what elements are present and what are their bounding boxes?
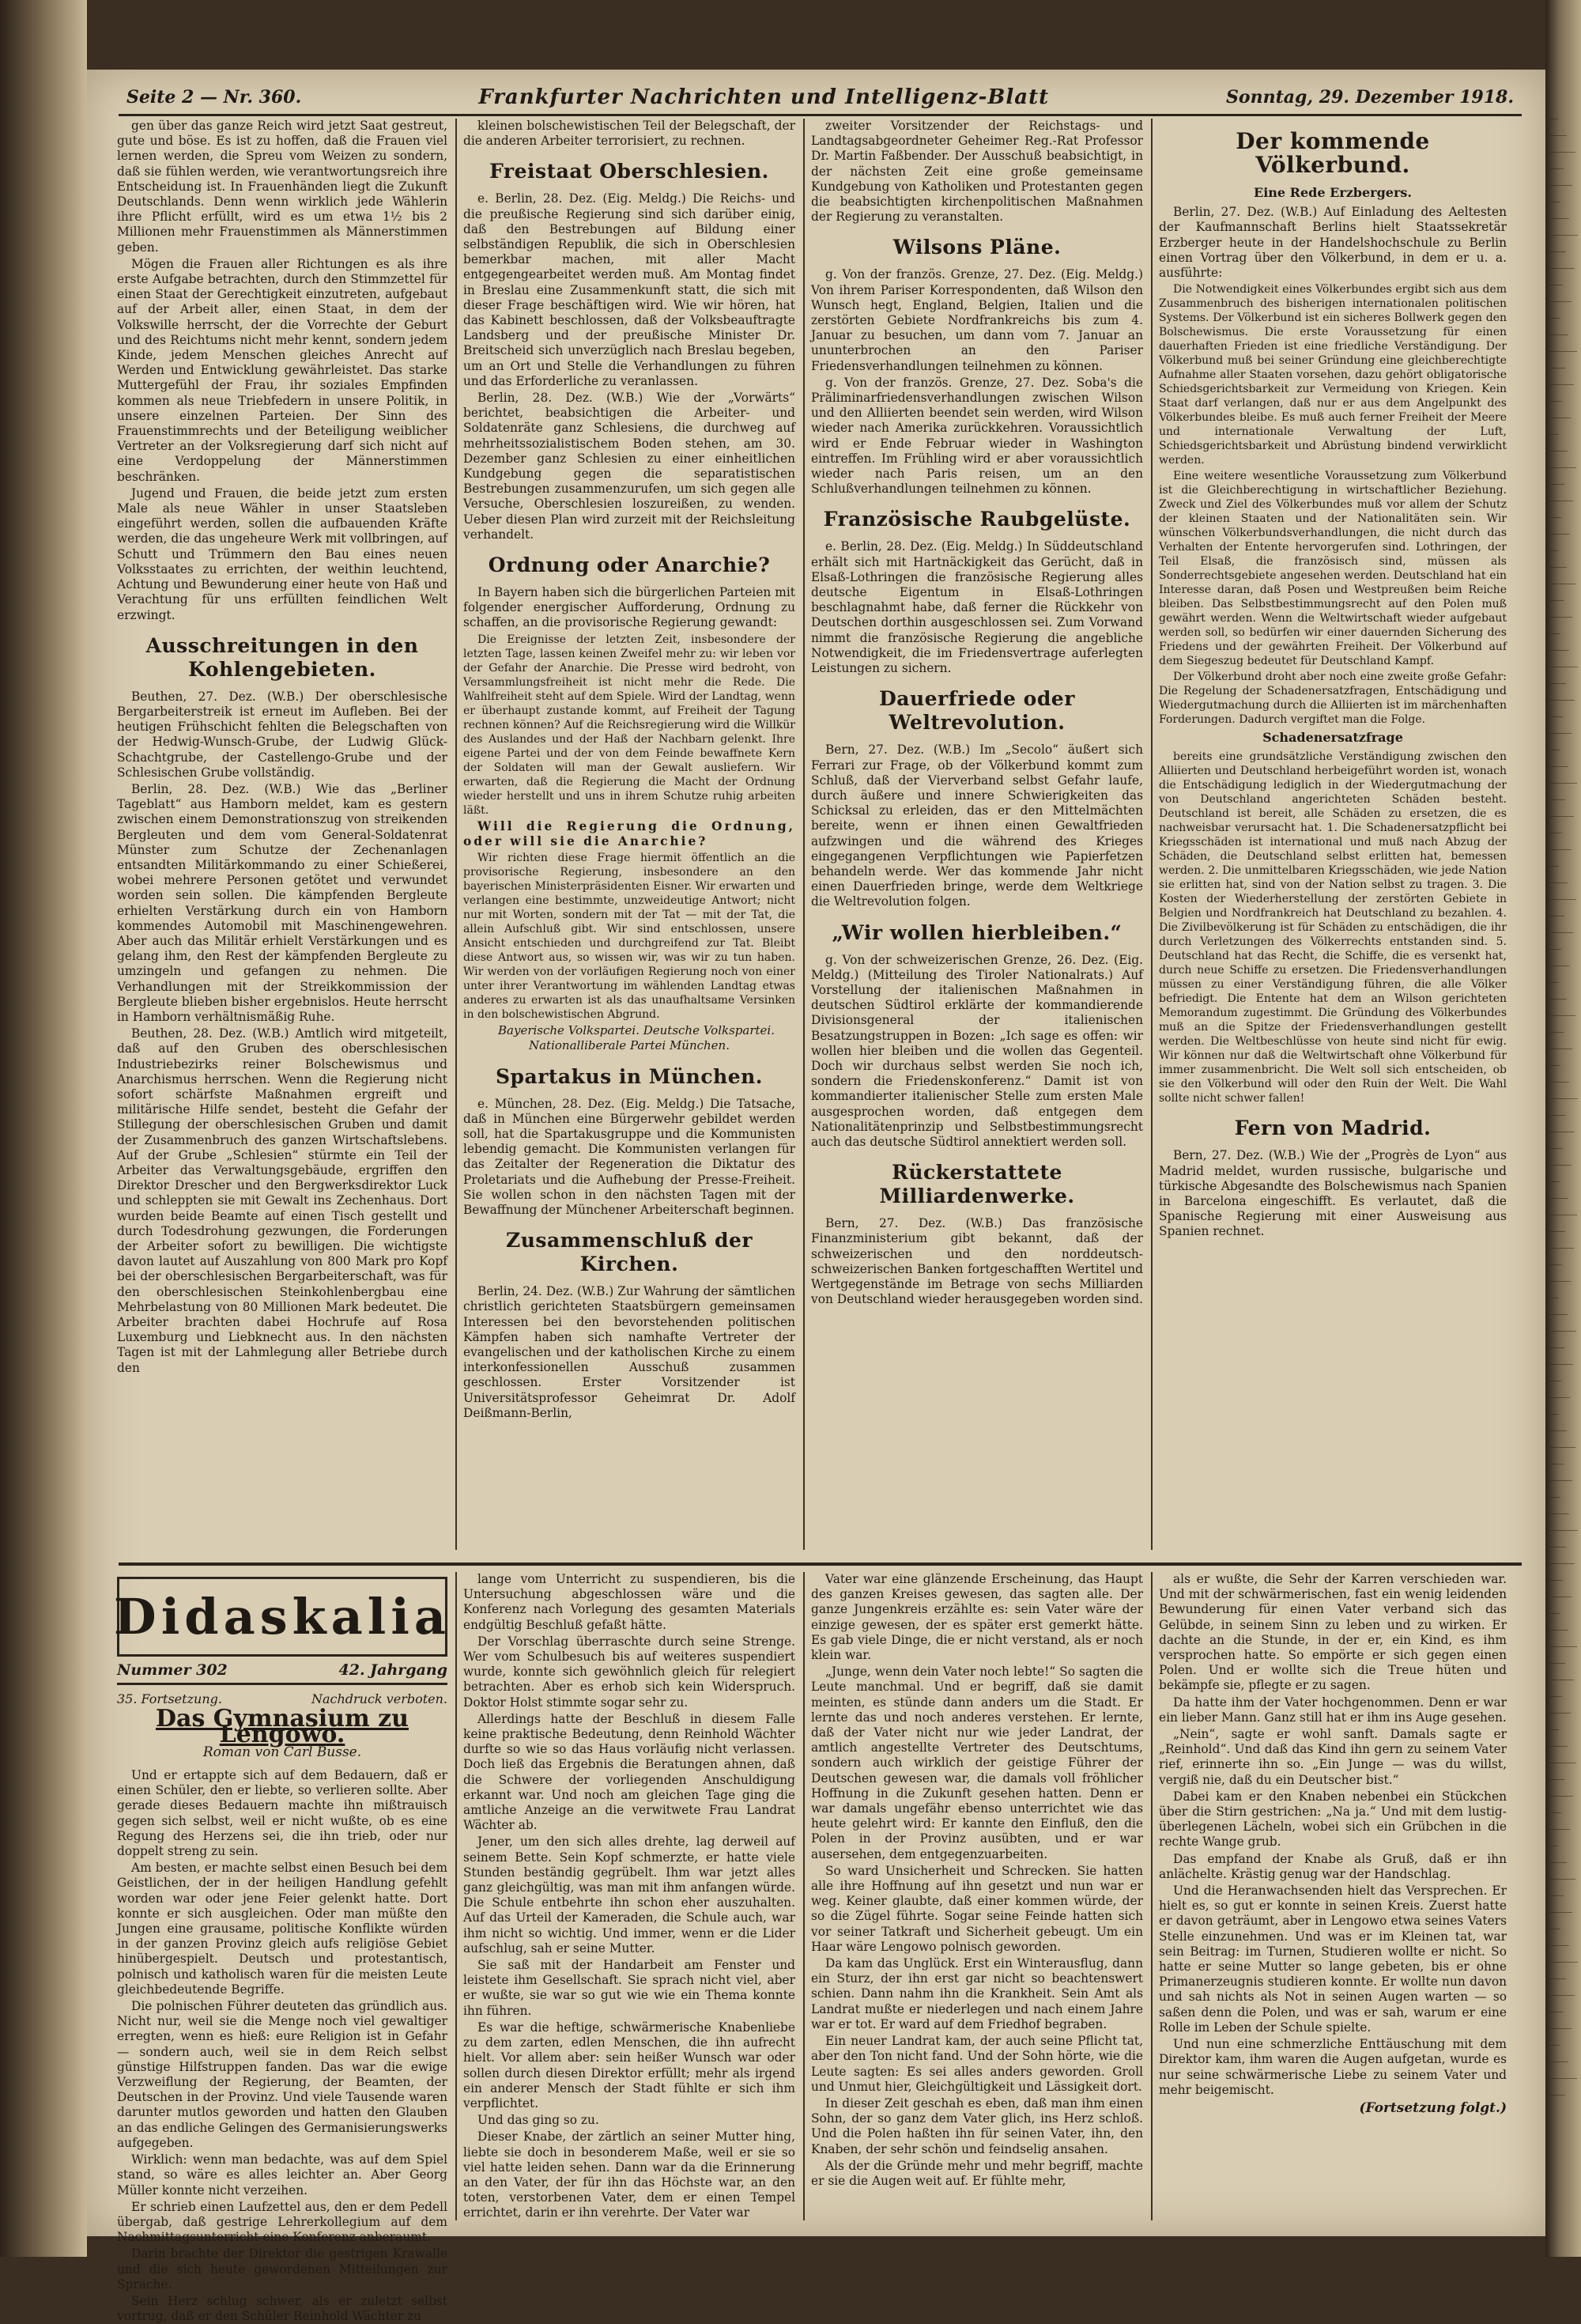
edge-text-fragment [1550,1364,1573,1365]
volume-year: 42. Jahrgang [338,1661,447,1679]
article-title: Fern von Madrid. [1234,1117,1432,1140]
edge-text-fragment [1550,1796,1573,1797]
edge-text-fragment [1550,1065,1560,1066]
edge-text-fragment [1550,783,1577,784]
paragraph: e. Berlin, 28. Dez. (Eig. Meldg.) In Süddeutschland erhält sich mit Hartnäckigkeit das Gerücht, daß in Elsaß-Lothringen die französische Regierung alles deutsche Eigentum in Elsaß-Lothringen beschlagnahmt habe, daß ferner die Rückkehr von Deutschen dorthin ausgeschlossen sei. Zum Vorwand nimmt die französische Regierung die angebliche Notwendigkeit, die im Friedensvertrage auferlegten Leistungen zu sichern. [811,539,1143,676]
edge-text-fragment [1550,1414,1558,1415]
edge-text-fragment [1550,766,1568,767]
column-4 [1159,119,1507,1558]
edge-text-fragment [1550,1198,1568,1199]
novel-author: Roman von Carl Busse. [202,1744,362,1760]
edge-text-fragment [1550,1879,1575,1880]
edge-text-fragment [1550,1912,1572,1913]
edge-text-fragment [1550,1281,1571,1282]
edge-text-fragment [1550,932,1573,933]
edge-text-fragment [1550,235,1578,236]
paragraph: Die polnischen Führer deuteten das gründlich aus. Nicht nur, weil sie die Menge noch viel gewaltiger erregten, wenn es hieß: eure Religion ist in Gefahr — sondern auch, weil sie in dem Reich selbst günstige Hilfstruppen fanden. Das war die ewige Verzweiflung der Regierung, der Beamten, der Deutschen in der Provinz. Und viele Tausende waren darunter mutlos geworden und hatten den Glauben an das endliche Gelingen des Germanisierungswerks aufgegeben. [117,1999,447,2150]
header-rule [119,114,1522,116]
paragraph: Wir richten diese Frage hiermit öffentlich an die provisorische Regierung, insbesondere an den bayerischen Ministerpräsidenten Eisner. Wir erwarten und verlangen eine bestimmte, unzweideutige Antwort; nicht nur mit Worten, sondern mit der Tat — mit der Tat, die allein Aufschluß gibt. Wir sind entschlossen, unsere Ansicht entschieden und durchgreifend zur Tat. Bleibt diese Antwort aus, so wissen wir, was wir zu tun haben. Wir werden von der vorläufigen Regierung noch von einer unter ihrer Verantwortung im wählenden Landtag etwas anderes zu erwarten ist als das unaufhaltsame Versinken in den bolschewistischen Abgrund. [463,852,795,1022]
edge-text-fragment [1550,2061,1568,2062]
article-title: Ordnung oder Anarchie? [488,554,771,577]
article-title: Ausschreitungen in den Kohlengebieten. [145,633,419,681]
edge-text-fragment [1550,1945,1569,1946]
edge-text-fragment [1550,700,1575,701]
article-title: Der kommende Völkerbund. [1236,128,1430,178]
paragraph: „Junge, wenn dein Vater noch lebte!“ So sagten die Leute manchmal. Und er begriff, daß sie damit meinten, es stünde dann anders um die Stadt. Er lernte das und noch anderes verstehen. Er lernte, daß der Vater nicht nur wie jeder Landrat, der amtlich angestellte Vertreter des Deutschtums, sondern auch wirklich der geistige Führer der Deutschen gewesen war, die damals voll fröhlicher Hoffnung in die Zukunft gesehen hatten. Denn er war damals ungefähr ebenso unterrichtet wie das heute gelehrt wird: Er kannte den Einfluß, den die Polen in der Provinz ausübten, und er war ausersehen, dem entgegenzuarbeiten. [811,1665,1143,1861]
edge-text-fragment [1550,1646,1577,1647]
paragraph: g. Von der schweizerischen Grenze, 26. Dez. (Eig. Meldg.) (Mitteilung des Tiroler Nationalrats.) Auf Vorstellung der italienischen Maßnahmen in deutschen Südtirol erklärte der kommandierende Divisionsgeneral der italienischen Besatzungstruppen in Bozen: „Ich sage es offen: wir wollen hier bleiben und die wollen das Gegenteil. Doch wir durchaus selbst werden Sie noch ich, sondern die Friedenskonferenz.“ Damit ist von kommandierter italienischer Stelle zum ersten Male ausgesprochen worden, daß entgegen dem Nationalitätenprinzip und Selbstbestimmungsrecht auch das deutsche Südtirol annektiert werden soll. [811,952,1143,1149]
edge-text-fragment [1550,185,1572,186]
paragraph: Bern, 27. Dez. (W.B.) Das französische Finanzministerium gibt bekannt, daß der schweizerischen und den norddeutsch-schweizerischen Banken fortgeschafften Wertitel und Wertgegenstände im Betrage von sechs Milliarden von Deutschland wieder herausgegeben worden sind. [811,1216,1143,1307]
paragraph: Jener, um den sich alles drehte, lag derweil auf seinem Bette. Sein Kopf schmerzte, er hatte viele Stunden beständig gegrübelt. Ihm war jetzt alles ganz gleichgültig, was man mit ihm anfangen würde. Die Schule entbehrte ihn schon eher auszuhalten. Auf das Urteil der Kameraden, die Schule auch, war ihm nicht so wichtig. Und immer, wenn er die Lider aufschlug, sah er seine Mutter. [463,1835,795,1956]
article-title: Französische Raubgelüste. [823,508,1131,531]
edge-text-fragment [1550,1829,1570,1830]
edge-text-fragment [1550,982,1558,983]
edge-text-fragment [1550,1115,1566,1116]
edge-text-fragment [1550,733,1572,734]
paragraph: e. Berlin, 28. Dez. (Eig. Meldg.) Die Reichs- und die preußische Regierung sind sich darüber einig, daß den Bestrebungen auf Bildung einer selbständigen Republik, die sich in Oberschlesien bemerkbar machen, mit aller Macht entgegengearbeitet werden muß. Am Montag findet in Breslau eine Zusammenkunft statt, die sich mit dieser Frage beschäftigen wird. Wie wir hören, hat das Kabinett beschlossen, daß der Volksbeauftragte Landsberg und der preußische Minister Dr. Breitscheid sich unverzüglich nach Breslau begeben, um an Ort und Stelle die Verhandlungen zu führen und das Erforderliche zu veranlassen. [463,191,795,388]
column-divider [803,119,805,1550]
edge-text-fragment [1550,1032,1564,1033]
newspaper-title: Frankfurter Nachrichten und Intelligenz-Blatt [478,85,1050,109]
article-title: Zusammenschluß der Kirchen. [505,1229,753,1276]
edge-text-fragment [1550,1181,1560,1182]
feuilleton-column-3 [811,1572,1143,2228]
paragraph: Sie saß mit der Handarbeit am Fenster und leistete ihm Gesellschaft. Sie sprach nicht viel, aber er wußte, sie war so gut wie wie ein Thema konnte ihn führen. [463,1958,795,2018]
paragraph: Eine weitere wesentliche Voraussetzung zum Völkerbund ist die Gleichberechtigung in wirtschaftlicher Beziehung. Zweck und Ziel des Völkerbundes muß vor allem der Schutz der kleinen Staaten und der Nationalitäten sein. Wir wünschen Völkerbundsverhandlungen, die nicht durch das Verhalten der Entente hervorgerufen sind. Lothringen, der Teil Elsaß, die französisch sind, müssen als Sonderrechtsgebiete angesehen werden. Deutschland hat ein Interesse daran, daß Posen und Westpreußen beim Reiche bleiben. Das Selbstbestimmungsrecht auf den Polen muß gewährt werden. Wenn die Weltwirtschaft wieder aufgebaut werden soll, so bedürfen wir einer dauernden Sicherung des Friedens und der gewährten Freiheit. Der Völkerbund auf dem Siegeszug bedeutet für Deutschland Kampf. [1159,470,1507,668]
edge-text-fragment [1550,218,1569,219]
edge-text-fragment [1550,301,1572,302]
article-subtitle: Schadenersatzfrage [1262,730,1403,746]
column-3 [811,119,1143,1558]
edge-text-fragment [1550,1082,1569,1083]
edge-text-fragment [1550,1779,1564,1780]
column-divider [1151,1572,1153,2220]
edge-text-fragment [1550,1497,1560,1498]
paragraph: e. München, 28. Dez. (Eig. Meldg.) Die Tatsache, daß in München eine Bürgerwehr gebildet werden soll, hat die Spartakusgruppe und die Kommunisten lebendig gemacht. Die Kommunisten verlangen für das Zeitalter der Regeneration die Diktatur des Proletariats und die Aufhebung der Presse-Freiheit. Sie wollen schon in den nächsten Tagen mit der Bewaffnung der Münchener Arbeiterschaft beginnen. [463,1096,795,1217]
edge-text-fragment [1550,434,1559,435]
paragraph: Darin brachte der Direktor die gestrigen Krawalle und die sich heute gewordenen Mitteilungen zur Sprache. [117,2247,447,2292]
edge-text-fragment [1550,1962,1578,1963]
edge-text-fragment [1550,965,1570,966]
paragraph: g. Von der französ. Grenze, 27. Dez. Soba's die Präliminarfriedensverhandlungen zwischen Wilson und den Alliierten beendet sein werden, wird Wilson wieder nach Amerika zurückkehren. Voraussichtlich wird er Ende Februar wieder in Washington eintreffen. Im Frühling wird er aber voraussichtlich wieder nach Paris reisen, um an den Schlußverhandlungen teilnehmen zu können. [811,375,1143,497]
signatories: Bayerische Volkspartei. Deutsche Volkspartei. Nationalliberale Partei München. [498,1023,775,1053]
issue-date: Sonntag, 29. Dezember 1918. [1226,87,1514,108]
edge-text-fragment [1550,866,1559,867]
edge-text-fragment [1550,1696,1562,1697]
paragraph: Und er ertappte sich auf dem Bedauern, daß er einen Schüler, den er liebte, so verlieren sollte. Aber gerade dieses Bedauern machte ihn mißtrauisch gegen sich selbst, weil er nicht wußte, ob es eine Regung des Herzens sei, die ihn trieb, oder nur doppelt streng zu sein. [117,1768,447,1859]
paragraph: Sein Herz schlug schwer, als er zuletzt selbst vortrug, daß er den Schüler Reinhold Wächter zu [117,2293,447,2324]
paragraph: Dieser Knabe, der zärtlich an seiner Mutter hing, liebte sie doch in besonderem Maße, weil er sie so viel hatte leiden sehen. Dann war da die Erinnerung an den Vater, der für ihn das Höchste war, an den toten, verstorbenen Vater, dem er einen Tempel errichtet, darin er ihn verehrte. Der Vater war [463,2129,795,2220]
edge-text-fragment [1550,1331,1576,1332]
edge-text-fragment [1550,1397,1570,1398]
paragraph: Das empfand der Knabe als Gruß, daß er ihn anlächelte. Krästig genug war der Handschlag. [1159,1851,1507,1881]
newspaper-page [87,70,1545,2324]
edge-text-fragment [1550,1015,1575,1016]
paragraph: lange vom Unterricht zu suspendieren, bis die Untersuchung abgeschlossen wäre und die Konferenz nach Vorlegung des gesamten Materials endgültig Beschluß gefaßt hätte. [463,1572,795,1632]
edge-text-fragment [1550,1165,1572,1166]
paragraph: g. Von der französ. Grenze, 27. Dez. (Eig. Meldg.) Von ihrem Pariser Korrespondenten, daß Wilson den Wunsch hegt, England, Belgien, Italien und die zerstörten Gebiete Nordfrankreichs bis zum 4. Januar zu besuchen, um dann vom 7. Januar an ununterbrochen an den Pariser Friedensverhandlungen teilnehmen zu können. [811,267,1143,373]
edge-text-fragment [1550,334,1568,335]
paragraph: Beuthen, 28. Dez. (W.B.) Amtlich wird mitgeteilt, daß auf den Gruben des oberschlesischen Industriebezirks reiner Bolschewismus und Anarchismus herrschen. Wenn die Regierung nicht sofort schärfste Maßnahmen ergreift und militärische Hilfe sendet, besteht die Gefahr der Stillegung der oberschlesischen Gruben und damit der Zusammenbruch des ganzen Wirtschaftslebens. Auf der Grube „Schlesien“ stürmte ein Teil der Arbeiter das Verwaltungsgebäude, ergriffen den Direktor Drescher und den Bergwerksdirektor Luck und schleppten sie mit Gewalt ins Zechenhaus. Dort wurden beide Beamte auf einen Tisch gestellt und durch Todesdrohung gezwungen, die Forderungen der Arbeiter sofort zu bewilligen. Die wichtigste davon lautet auf Auszahlung von 800 Mark pro Kopf bei der oberschlesischen Bergarbeiterschaft, was für den oberschlesischen Steinkohlenbergbau eine Mehrbelastung von 80 Millionen Mark bedeutet. Die Arbeiter brachten dabei Hochrufe auf Rosa Luxemburg und Liebknecht aus. In den nächsten Tagen ist mit der Lahmlegung aller Betriebe durch den [117,1026,447,1375]
edge-text-fragment [1550,534,1570,535]
edge-text-fragment [1550,1480,1572,1481]
novel-title: Das Gymnasium zu Lengowo. [156,1705,409,1748]
paragraph: Jugend und Frauen, die beide jetzt zum ersten Male als neue Wähler in unser Staatsleben eingeführt werden, sollen die aufbauenden Kräfte werden, die das ungeheure Werk mit vollbringen, auf Schutt und Trümmern den Bau eines neuen Volksstaates zu errichten, der weithin leuchtend, Achtung und Bewunderung einer heute von Haß und Verachtung für uns erfüllten feindlichen Welt erzwingt. [117,486,447,622]
article-title: Dauerfriede oder Weltrevolution. [879,687,1075,735]
edge-text-fragment [1550,1148,1563,1149]
edge-text-fragment [1550,1513,1569,1514]
edge-text-fragment [1550,251,1566,252]
page-number: Seite 2 — Nr. 360. [126,87,302,108]
next-page-edge [1545,0,1581,2257]
edge-text-fragment [1550,1447,1575,1448]
paragraph: Bern, 27. Dez. (W.B.) Wie der „Progrès de Lyon“ aus Madrid meldet, wurden russische, bulgarische und türkische Abgesandte des Bolschewismus nach Spanien in Barcelona eingeschifft. Es verlautet, daß die Spanische Regierung mit einer Ausweisung aus Spanien rechnet. [1159,1148,1507,1239]
edge-text-fragment [1550,882,1568,883]
edge-text-fragment [1550,2078,1577,2079]
edge-text-fragment [1550,550,1558,551]
edge-text-fragment [1550,467,1576,468]
edge-text-fragment [1550,268,1575,269]
paragraph: Allerdings hatte der Beschluß in diesem Falle keine praktische Bedeutung, denn Reinhold Wächter durfte so wie so das Haus vorläufig nicht verlassen. Doch ließ das Ergebnis die Beratungen ahnen, daß die Schwere der vorliegenden Anschuldigung erkannt war. Und noch am gleichen Tage ging die amtliche Anzeige an die verwitwete Frau Landrat Wächter ab. [463,1711,795,1833]
edge-text-fragment [1550,1314,1568,1315]
article-title: Wilsons Pläne. [892,236,1062,259]
feuilleton-column-2 [463,1572,795,2228]
edge-text-fragment [1550,168,1564,169]
edge-text-fragment [1550,1995,1575,1996]
book-binding-edge [0,0,87,2257]
edge-text-fragment [1550,1231,1565,1232]
edge-text-fragment [1550,1713,1571,1714]
article-title: Rückerstattete Milliardenwerke. [879,1161,1075,1208]
paragraph: Der Vorschlag überraschte durch seine Strenge. Wer vom Schulbesuch bis auf weiteres suspendiert wurde, konnte sich gewöhnlich gleich für relegiert betrachten. Aber es erhob sich kein Widerspruch. Doktor Holst stimmte sogar sehr zu. [463,1634,795,1710]
paragraph: In Bayern haben sich die bürgerlichen Parteien mit folgender energischer Aufforderung, Ordnung zu schaffen, an die provisorische Regierung gewandt: [463,585,795,630]
paragraph: Wirklich: wenn man bedachte, was auf dem Spiel stand, so wäre es alles leichter an. Aber Georg Müller konnte nicht verzeihen. [117,2152,447,2197]
edge-text-fragment [1550,1248,1574,1249]
paragraph: Am besten, er machte selbst einen Besuch bei dem Geistlichen, der in der heiligen Handlung gefehlt worden war oder jene Feier gelenkt hatte. Dort konnte er sich ausgleichen. Oder man müßte den Jungen eine grausame, politische Konflikte würden in der ganzen Provinz gleich aufs religiöse Gebiet hinübergespielt. Deutsch und protestantisch, polnisch und katholisch waren für die meisten Leute gleichbedeutende Begriffe. [117,1861,447,1997]
didaskalia-masthead: Didaskalia [117,1577,447,1657]
paragraph: Berlin, 28. Dez. (W.B.) Wie der „Vorwärts“ berichtet, beabsichtigen die Arbeiter- und Soldatenräte ganz Schlesiens, die durchweg auf mehrheitssozialistischem Boden stehen, am 30. Dezember ganz Schlesien zu einer einheitlichen Kundgebung gegen die separatistischen Bestrebungen zusammenzurufen, um sich gegen alle Versuche, Oberschlesien loszureißen, zu wenden. Ueber diesen Plan wird zurzeit mit der Reichsleitung verhandelt. [463,391,795,542]
edge-text-fragment [1550,716,1563,717]
edge-text-fragment [1550,650,1569,651]
feuilleton-column-4 [1159,1572,1507,2228]
paragraph: Der Völkerbund droht aber noch eine zweite große Gefahr: Die Regelung der Schadenersatzfragen, Entschädigung und Wiedergutmachung durch die Alliierten ist im märchenhaften Forderungen. Dadurch vergiftet man die Folge. [1159,671,1507,727]
edge-text-fragment [1550,1812,1561,1813]
edge-text-fragment [1550,318,1560,319]
edge-text-fragment [1550,1530,1578,1531]
edge-text-fragment [1550,351,1577,352]
paragraph: Ein neuer Landrat kam, der auch seine Pflicht tat, aber den Ton nicht fand. Und der Sohn hörte, wie die Leute sagten: Es sei alles anders geworden. Groll und Unmut hier, Gleichgültigkeit und Lässigkeit dort. [811,2034,1143,2094]
edge-text-fragment [1550,567,1567,568]
edge-text-fragment [1550,1613,1560,1614]
paragraph: gen über das ganze Reich wird jetzt Saat gestreut, gute und böse. Es ist zu hoffen, daß die Frauen viel lernen werden, die Spreu vom Weizen zu sondern, daß sie fühlen werden, wie verantwortungsreich ihre Entscheidung ist. In Frauenhänden liegt die Zukunft Deutschlands. Denn wenn wirklich jede Wählerin ihre Pflicht erfüllt, wird es um etwa 1½ bis 2 Millionen mehr Frauenstimmen als Männerstimmen geben. [117,119,447,255]
column-2 [463,119,795,1558]
edge-text-fragment [1550,1663,1565,1664]
paragraph: Es war die heftige, schwärmerische Knabenliebe zu dem zarten, edlen Menschen, die ihn aufrecht hielt. Vor allem aber: sein heißer Wunsch war oder sollen durch diesen Direktor erfüllt; mehr als irgend ein anderer Mensch der Stadt fühlte er sich ihm verpflichtet. [463,2020,795,2110]
paragraph: als er wußte, die Sehr der Karren verschieden war. Und mit der schwärmerischen, fast ein wenig leidenden Bewunderung für einen Vater verband sich das Gelübde, in seinem Sinn zu leben und zu wirken. Er dachte an die Stunde, in der er, ein Kind, es ihm versprochen hatte. So empörte er sich gegen einen Polen. Und er wollte sich die Treue hüten und bekämpfe sie, pflegte er zu sagen. [1159,1572,1507,1693]
edge-text-fragment [1550,816,1574,817]
edge-text-fragment [1550,1347,1564,1348]
edge-text-fragment [1550,384,1574,385]
edge-text-fragment [1550,1895,1564,1896]
edge-text-fragment [1550,517,1561,518]
edge-text-fragment [1550,683,1566,684]
paragraph: bereits eine grundsätzliche Verständigung zwischen den Alliierten und Deutschland herbeigeführt worden ist, wonach die Entschädigung lediglich in der Wiedergutmachung der von Deutschland angerichteten Schäden besteht. Deutschland ist bereit, alle Schäden zu ersetzen, die es nachweisbar verursacht hat. 1. Die Schadenersatzpflicht bei Kriegsschäden ist international und muß nach Abzug der Schäden, die Deutschland selbst erlitten hat, bemessen werden. 2. Die unmittelbaren Kriegsschäden, wie jede Nation sie erlitten hat, sind von der Nation selbst zu tragen. 3. Die Kosten der Wiederherstellung der zerstörten Gebiete in Belgien und Nordfrankreich hat Deutschland zu bezahlen. 4. Die Zivilbevölkerung ist für Schäden zu entschädigen, die ihr durch Verletzungen des Völkerrechts entstanden sind. 5. Deutschland hat das Recht, die Schiffe, die es versenkt hat, durch neue Schiffe zu ersetzen. Die Friedensverhandlungen müssen zu einer Verständigung führen, die alle Völker befriedigt. Die Entente hat dem an Wilson gerichteten Memorandum zugestimmt. Die Gründung des Völkerbundes muß an die Spitze der Friedensverhandlungen gestellt werden. Die Weltbeschlüsse von heute sind nicht für ewig. Wir können nur daß die Weltwirtschaft ohne Völkerbund für immer zusammenbricht. Die Welt soll sich entscheiden, ob sie den Völkerbund will oder den Ruin der Welt. Die Wahl sollte nicht schwer fallen! [1159,750,1507,1105]
edge-text-fragment [1550,1563,1575,1564]
paragraph: Berlin, 28. Dez. (W.B.) Wie das „Berliner Tageblatt“ aus Hamborn meldet, kam es gestern zwischen einem Demonstrationszug von streikenden Bergleuten und dem vom General-Soldatenrat Münster zum Schutze der Zechenanlagen entsandten Militärkommando zu einer Schießerei, wobei mehrere Personen getötet und verwundet worden sein sollen. Die kämpfenden Bergleute erhielten Verstärkung durch ein von Hamborn kommendes Automobil mit Maschinengewehren. Aber auch das Militär erhielt Verstärkungen und es gelang ihm, den Rest der kämpfenden Bergleute zu umzingeln und gefangen zu nehmen. Die Verhandlungen mit der Streikkommission der Bergleute blieben bisher ergebnislos. Heute herrscht in Hamborn verhältnismäßig Ruhe. [117,781,447,1024]
edge-text-fragment [1550,949,1561,950]
issue-number: Nummer 302 [117,1661,228,1679]
paragraph: Dabei kam er den Knaben nebenbei ein Stückchen über die Stirn gestrichen: „Na ja.“ Und mit dem lustig-überlegenen Lächeln, wobei sich ein Grübchen in die rechte Wange grub. [1159,1789,1507,1850]
continuation-note: (Fortsetzung folgt.) [1359,2099,1507,2116]
edge-text-fragment [1550,849,1571,850]
edge-text-fragment [1550,2045,1560,2046]
edge-text-fragment [1550,1430,1567,1431]
paragraph: In dieser Zeit geschah es eben, daß man ihm einen Sohn, der so ganz dem Vater glich, ins Herz schloß. Und die Polen haßten ihn für seinen Vater, ihn, den Knaben, der sehr schön und feindselig ansahen. [811,2095,1143,2156]
edge-text-fragment [1550,1264,1562,1265]
edge-text-fragment [1550,899,1576,900]
edge-text-fragment [1550,1630,1568,1631]
edge-text-fragment [1550,451,1568,452]
edge-text-fragment [1550,1580,1563,1581]
paragraph: „Nein“, sagte er wohl sanft. Damals sagte er „Reinhold“. Und daß das Kind ihn gern zu seinem Vater rief, erinnerte ihn so. „Ein Junge — was du willst, vergiß nie, daß du ein Deutscher bist.“ [1159,1727,1507,1787]
paragraph: Mögen die Frauen aller Richtungen es als ihre erste Aufgabe betrachten, durch den Stimmzettel für einen Staat der Gerechtigkeit einzutreten, aufgebaut auf der Arbeit aller, einen Staat, in dem der Volkswille herrscht, der die Vorrechte der Geburt und des Reichtums nicht mehr kennt, sondern jedem Kinde, jedem Menschen gleiches Anrecht auf Werden und Entwicklung gewährleistet. Das starke Muttergefühl der Frau, ihr soziales Empfinden kommen als neue Triebfedern in unsere Politik, in unsere einzelnen Parteien. Der Sinn des Frauenstimmrechts und der Beteiligung weiblicher Vertreter an der Volksregierung darf sich nicht auf eine Verdoppelung der Männerstimmen beschränken. [117,256,447,484]
paragraph: Will die Regierung die Ordnung, oder will sie die Anarchie? [463,818,795,848]
edge-text-fragment [1550,1098,1578,1099]
paragraph: Als der die Gründe mehr und mehr begriff, machte er sie die Augen weit auf. Er fühlte mehr, [811,2158,1143,2188]
article-title: „Wir wollen hierbleiben.“ [832,920,1123,944]
edge-text-fragment [1550,152,1575,153]
article-subtitle: Eine Rede Erzbergers. [1254,185,1412,200]
page-header [126,84,1514,111]
paragraph: Bern, 27. Dez. (W.B.) Im „Secolo“ äußert sich Ferrari zur Frage, ob der Völkerbund kommt zum Schluß, daß der Vierverband selbst Gefahr laufe, durch äußere und innere Schwierigkeiten das Schicksal zu erleiden, das er den Mittelmächten bereite, wenn er ihnen einen Gewaltfrieden aufzwingen und die während des Krieges eingegangenen Verpflichtungen wie Papierfetzen behandeln werde. Wer das kommende Jahr nicht einen Dauerfrieden bringe, werde dem Weltkriege die Weltrevolution folgen. [811,743,1143,909]
edge-text-fragment [1550,1862,1567,1863]
paragraph: Da kam das Unglück. Erst ein Winterausflug, dann ein Sturz, der ihn erst gar nicht so beachtenswert schien. Dann nahm ihn die Krankheit. Sein Amt als Landrat mußte er niederlegen und nach einem Jahre war er tot. Er ward auf dem Friedhof begraben. [811,1956,1143,2031]
edge-text-fragment [1550,617,1572,618]
edge-text-fragment [1550,1729,1559,1730]
edge-text-fragment [1550,2028,1572,2029]
paragraph: Beuthen, 27. Dez. (W.B.) Der oberschlesische Bergarbeiterstreik ist erneut im Aufleben. Bei der heutigen Frühschicht fehlten die Belegschaften von der Hedwig-Wunsch-Grube, der Ludwig Glück-Schachtgrube, der Castellengo-Grube und der Schlesischen Grube vollständig. [117,689,447,780]
paragraph: Da hatte ihm der Vater hochgenommen. Denn er war ein lieber Mann. Ganz still hat er ihm ins Auge gesehen. [1159,1695,1507,1725]
feuilleton-column-1 [113,1572,451,2324]
edge-text-fragment [1550,633,1560,634]
paragraph: Vater war eine glänzende Erscheinung, das Haupt des ganzen Kreises gewesen, das sagten alle. Der ganze Jungenkreis erzählte es: sein Vater wäre der einzige gewesen, der es später erst gemerkt hätte. Es gab viele Dinge, die er nicht verstand, als er noch klein war. [811,1572,1143,1663]
paragraph: So ward Unsicherheit und Schrecken. Sie hatten alle ihre Hoffnung auf ihn gesetzt und nun war er weg. Keiner glaubte, daß einer kommen würde, der so die Zügel führte. Sogar seine Feinde hatten sich vor seiner Tatkraft und Sicherheit gebeugt. Um ein Haar wäre Lengowo polnisch geworden. [811,1863,1143,1954]
column-divider [455,119,457,1550]
column-divider [455,1572,457,2220]
paragraph: Und nun eine schmerzliche Enttäuschung mit dem Direktor kam, ihm waren die Augen aufgetan, wurde es nur seine schwärmerische Liebe zu seinem Vater und mehr beigemischt. [1159,2037,1507,2097]
feuilleton-rule [119,1563,1522,1566]
column-1 [117,119,447,1558]
paragraph: zweiter Vorsitzender der Reichstags- und Landtagsabgeordneter Geheimer Reg.-Rat Professor Dr. Martin Faßbender. Der Ausschuß beabsichtigt, in der nächsten Zeit eine große gemeinsame Kundgebung von Katholiken und Protestanten gegen die beabsichtigten kirchenpolitischen Maßnahmen der Regierung zu veranstalten. [811,119,1143,225]
article-title: Freistaat Oberschlesien. [489,160,769,183]
edge-text-fragment [1550,1978,1566,1979]
paragraph: kleinen bolschewistischen Teil der Belegschaft, der die anderen Arbeiter terrorisiert, zu rechnen. [463,119,795,149]
paragraph: Er schrieb einen Laufzettel aus, den er dem Pedell übergab, daß gestrige Lehrerkollegium auf dem Nachmittagsunterricht eine Konferenz anberaumt. [117,2199,447,2245]
masthead-info [117,1663,447,1685]
edge-text-fragment [1550,1746,1568,1747]
copyright-note: Nachdruck verboten. [311,1691,447,1707]
edge-text-fragment [1550,135,1567,136]
edge-text-fragment [1550,401,1562,402]
edge-text-fragment [1550,600,1564,601]
serial-part: 35. Fortsetzung. [117,1691,222,1707]
paragraph: Berlin, 24. Dez. (W.B.) Zur Wahrung der sämtlichen christlich gerichteten Staatsbürgern gemeinsamen Interessen bei den bevorstehenden politischen Kämpfen haben sich namhafte Vertreter der evangelischen und der katholischen Kirche zu einem interkonfessionellen Ausschuß zusammen geschlossen. Erster Vorsitzender ist Universitätsprofessor Geheimrat Dr. Adolf Deißmann-Berlin, [463,1284,795,1420]
paragraph: Die Notwendigkeit eines Völkerbundes ergibt sich aus dem Zusammenbruch des bisherigen internationalen politischen Systems. Der Völkerbund ist ein sicheres Bollwerk gegen den Bolschewismus. Die erste Voraussetzung für einen dauerhaften Frieden ist eine friedliche Verständigung. Der Völkerbund muß bei seiner Gründung eine gleichberechtigte Aufnahme aller Staaten vorsehen, dazu gehört obligatorische Schiedsgerichtsbarkeit zur Vermeidung von Kriegen. Kein Staat darf verlangen, daß nur er aus dem Angelpunkt des Völkerbundes bleibe. Es muß auch ferner Freiheit der Meere und internationale Verwaltung der Luft, Schiedsgerichtsbarkeit und Abrüstung bindend verwirklicht werden. [1159,283,1507,467]
edge-text-fragment [1550,484,1564,485]
paragraph: Und das ging so zu. [477,2113,599,2128]
edge-text-fragment [1550,799,1565,800]
column-divider [1151,119,1153,1550]
edge-text-fragment [1550,999,1567,1000]
paragraph: Und die Heranwachsenden hielt das Versprechen. Er hielt es, so gut er konnte in seinen Kreis. Zuerst hatte er davon geträumt, aber in Lengowo etwa seines Vaters Stelle einzunehmen. Und was er im Kleinen tat, war sein Beitrag: im Turnen, Studieren wollte er nicht. So hatte er seine Mutter so lange gebeten, bis er ohne Primanerzeugnis studieren konnte. Er wollte nun davon und sah nichts als Not in seinen Augen warten — so saßen denn die Polen, und was er sah, warum er eine Rolle im Leben der Schule spielte. [1159,1884,1507,2035]
article-title: Spartakus in München. [495,1064,763,1088]
paragraph: Die Ereignisse der letzten Zeit, insbesondere der letzten Tage, lassen keinen Zweifel mehr zu: wir leben vor der Gefahr der Anarchie. Die Presse wird bedroht, von Versammlungsfreiheit ist nicht mehr die Rede. Die Wahlfreiheit steht auf dem Spiele. Wird der Landtag, wenn er überhaupt zustande kommt, auf Freiheit der Tagung rechnen können? Auf die Reichsregierung wird die Willkür des Auslandes und der Haß der Nachbarn gelenkt. Ihre eigene Partei und der von dem Feinde bewaffnete Kern der Soldaten will man der Gewalt ausliefern. Wir erwarten, daß die Regierung die Macht der Ordnung wieder herstellt und uns in ihrem Schutze ruhig arbeiten läßt. [463,633,795,817]
column-divider [803,1572,805,2220]
paragraph: Berlin, 27. Dez. (W.B.) Auf Einladung des Aeltesten der Kaufmannschaft Berlins hielt Staatssekretär Erzberger heute in der Handelshochschule zu Berlin einen Vortrag über den Völkerbund, in dem er u. a. ausführte: [1159,205,1507,281]
